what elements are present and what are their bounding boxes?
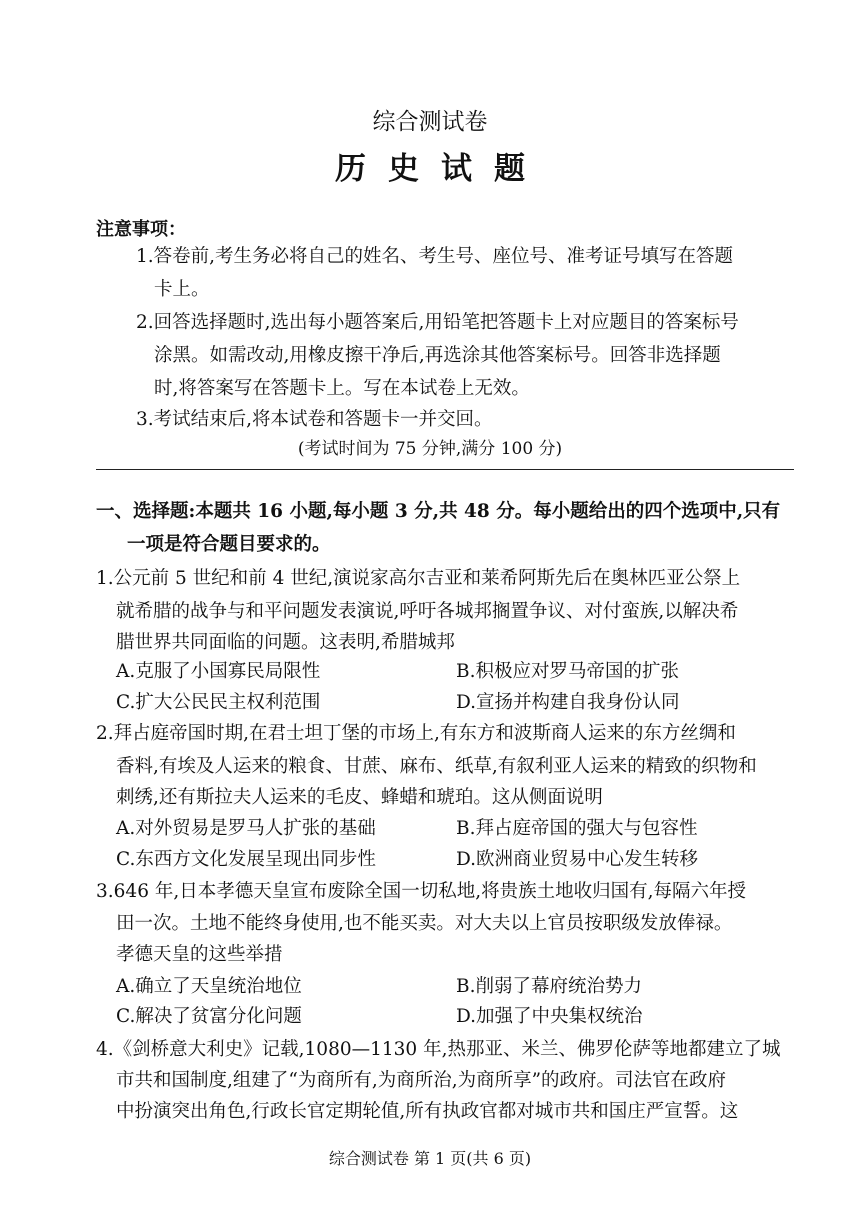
- divider-rule: [96, 469, 794, 470]
- question-2-option-c: C.东西方文化发展呈现出同步性: [116, 849, 376, 870]
- notice-line: 1.答卷前,考生务必将自己的姓名、考生号、座位号、准考证号填写在答题: [136, 246, 734, 267]
- notice-line: 卡上。: [154, 279, 210, 300]
- question-3-option-a: A.确立了天皇统治地位: [116, 976, 302, 997]
- question-1-option-d: D.宣扬并构建自我身份认同: [456, 692, 680, 713]
- question-4-stem: 中扮演突出角色,行政长官定期轮值,所有执政官都对城市共和国庄严宣誓。这: [116, 1101, 739, 1122]
- exam-subtitle: 综合测试卷: [372, 109, 488, 135]
- question-3-stem: 田一次。土地不能终身使用,也不能买卖。对大夫以上官员按职级发放俸禄。: [116, 913, 733, 934]
- question-3-option-d: D.加强了中央集权统治: [456, 1006, 643, 1027]
- notice-line: 3.考试结束后,将本试卷和答题卡一并交回。: [136, 409, 493, 430]
- question-3-option-b: B.削弱了幕府统治势力: [456, 976, 642, 997]
- exam-title: 历史试题: [335, 151, 547, 187]
- question-4-stem: 市共和国制度,组建了“为商所有,为商所治,为商所享”的政府。司法官在政府: [116, 1070, 727, 1091]
- question-2-option-d: D.欧洲商业贸易中心发生转移: [456, 849, 699, 870]
- question-2-stem: 刺绣,还有斯拉夫人运来的毛皮、蜂蜡和琥珀。这从侧面说明: [116, 787, 603, 808]
- question-2-option-b: B.拜占庭帝国的强大与包容性: [456, 818, 698, 839]
- question-3-stem: 3.646 年,日本孝德天皇宣布废除全国一切私地,将贵族土地收归国有,每隔六年授: [96, 881, 746, 902]
- section-heading-cont: 一项是符合题目要求的。: [127, 534, 331, 555]
- question-1-option-c: C.扩大公民民主权利范围: [116, 692, 321, 713]
- question-3-option-c: C.解决了贫富分化问题: [116, 1006, 302, 1027]
- question-1-option-b: B.积极应对罗马帝国的扩张: [456, 661, 679, 682]
- question-1-stem: 1.公元前 5 世纪和前 4 世纪,演说家高尔吉亚和莱希阿斯先后在奥林匹亚公祭上: [96, 568, 741, 589]
- exam-time-note: (考试时间为 75 分钟,满分 100 分): [297, 439, 563, 459]
- question-4-stem: 4.《剑桥意大利史》记载,1080—1130 年,热那亚、米兰、佛罗伦萨等地都建立了城: [96, 1039, 781, 1060]
- question-1-stem: 腊世界共同面临的问题。这表明,希腊城邦: [116, 632, 455, 653]
- notice-line: 2.回答选择题时,选出每小题答案后,用铅笔把答题卡上对应题目的答案标号: [136, 312, 739, 333]
- question-2-option-a: A.对外贸易是罗马人扩张的基础: [116, 818, 376, 839]
- notice-line: 涂黑。如需改动,用橡皮擦干净后,再选涂其他答案标号。回答非选择题: [154, 345, 721, 366]
- notice-heading: 注意事项：: [96, 219, 186, 240]
- question-1-stem: 就希腊的战争与和平问题发表演说,呼吁各城邦搁置争议、对付蛮族,以解决希: [116, 601, 739, 622]
- notice-line: 时,将答案写在答题卡上。写在本试卷上无效。: [154, 378, 530, 399]
- question-3-stem: 孝德天皇的这些举措: [116, 944, 283, 965]
- question-1-option-a: A.克服了小国寡民局限性: [116, 661, 321, 682]
- page-footer: 综合测试卷 第 1 页(共 6 页): [328, 1149, 532, 1168]
- question-2-stem: 2.拜占庭帝国时期,在君士坦丁堡的市场上,有东方和波斯商人运来的东方丝绸和: [96, 723, 736, 744]
- question-2-stem: 香料,有埃及人运来的粮食、甘蔗、麻布、纸草,有叙利亚人运来的精致的织物和: [116, 756, 757, 777]
- section-heading: 一、选择题:本题共 16 小题,每小题 3 分,共 48 分。每小题给出的四个选项中,只有: [96, 501, 781, 522]
